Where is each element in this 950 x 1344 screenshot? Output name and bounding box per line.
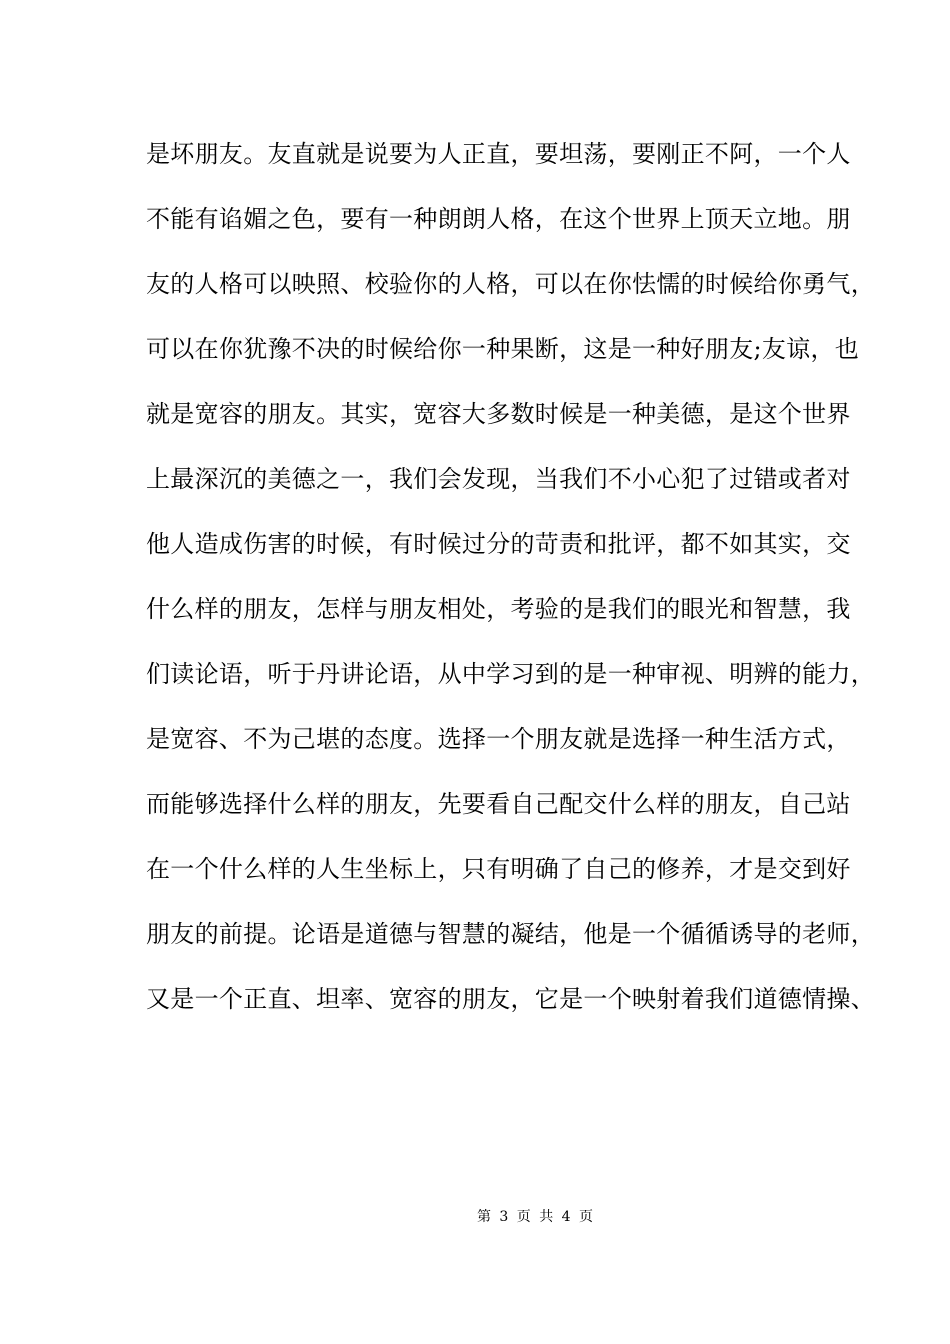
text-line: 友的人格可以映照、校验你的人格，可以在你怯懦的时候给你勇气， [146, 270, 875, 298]
text-line: 不能有谄媚之色，要有一种朗朗人格，在这个世界上顶天立地。朋 [146, 205, 851, 233]
text-line: 而能够选择什么样的朋友，先要看自己配交什么样的朋友，自己站 [146, 790, 851, 818]
text-line: 又是一个正直、坦率、宽容的朋友，它是一个映射着我们道德情操、 [146, 985, 875, 1013]
text-line: 在一个什么样的人生坐标上，只有明确了自己的修养，才是交到好 [146, 855, 851, 883]
text-line: 们读论语，听于丹讲论语，从中学习到的是一种审视、明辨的能力， [146, 660, 875, 688]
text-line: 什么样的朋友，怎样与朋友相处，考验的是我们的眼光和智慧，我 [146, 595, 851, 623]
page-footer [0, 1207, 950, 1227]
text-line: 是坏朋友。友直就是说要为人正直，要坦荡，要刚正不阿，一个人 [146, 140, 851, 168]
text-line: 他人造成伤害的时候，有时候过分的苛责和批评，都不如其实，交 [146, 530, 851, 558]
text-line: 上最深沉的美德之一，我们会发现，当我们不小心犯了过错或者对 [146, 465, 851, 493]
page-number-label: 第 3 页 共 4 页 [476, 1209, 594, 1225]
text-line: 可以在你犹豫不决的时候给你一种果断，这是一种好朋友;友谅，也 [146, 335, 860, 363]
text-line: 朋友的前提。论语是道德与智慧的凝结，他是一个循循诱导的老师， [146, 920, 875, 948]
text-line: 是宽容、不为己堪的态度。选择一个朋友就是选择一种生活方式， [146, 725, 851, 753]
text-line: 就是宽容的朋友。其实，宽容大多数时候是一种美德，是这个世界 [146, 400, 851, 428]
body-text [146, 136, 875, 1046]
